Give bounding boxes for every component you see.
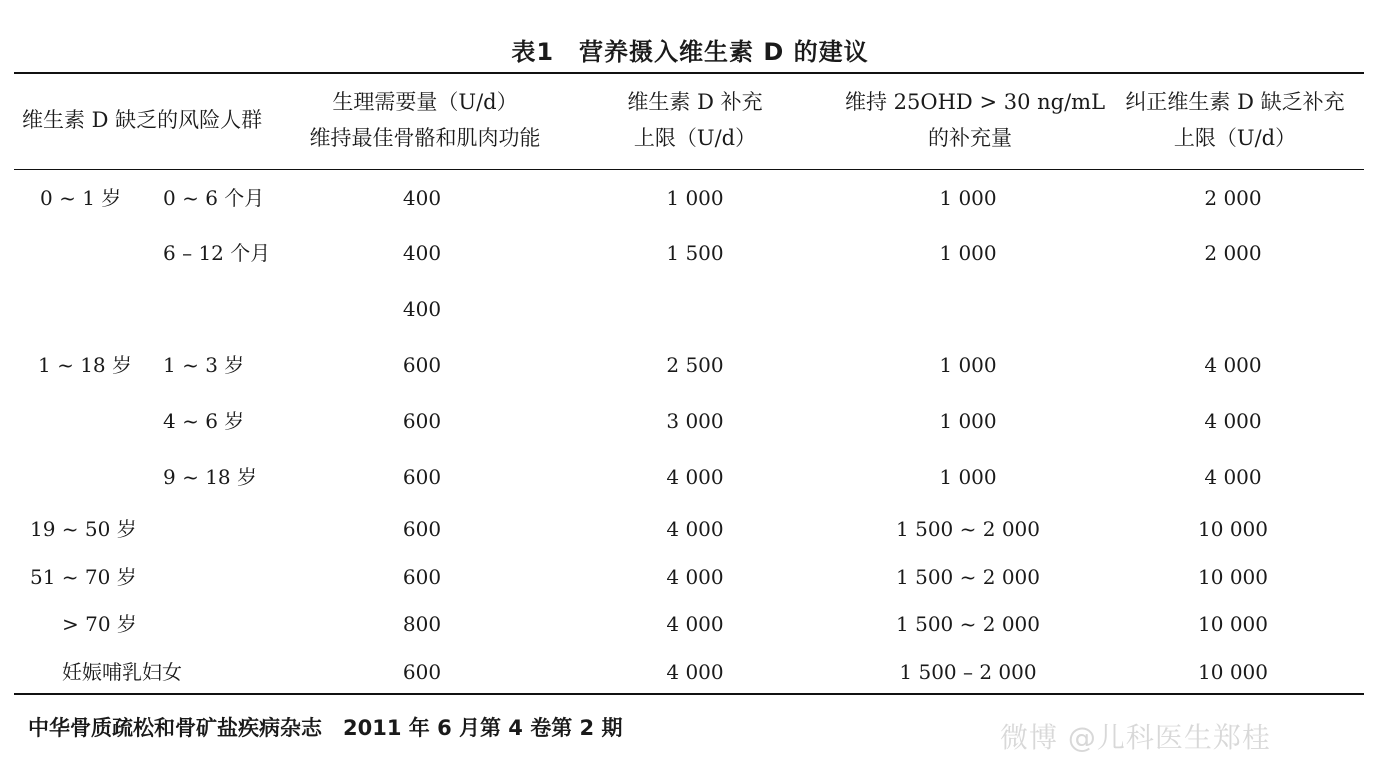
cell-group: 0 ~ 1 岁 — [40, 186, 122, 210]
cell-upper-limit: 4 000 — [666, 612, 724, 636]
cell-correction: 10 000 — [1198, 660, 1268, 684]
header-correction — [1115, 84, 1355, 156]
header-maintenance — [845, 84, 1106, 156]
header-requirement-line1: 生理需要量（U/d） — [332, 90, 518, 114]
cell-upper-limit: 1 000 — [666, 186, 724, 210]
cell-correction: 2 000 — [1204, 241, 1262, 265]
cell-correction: 2 000 — [1204, 186, 1262, 210]
cell-correction: 10 000 — [1198, 565, 1268, 589]
cell-subgroup: 6 – 12 个月 — [163, 241, 271, 265]
cell-requirement: 400 — [402, 186, 442, 210]
cell-maintenance: 1 000 — [939, 409, 997, 433]
top-rule — [14, 72, 1364, 74]
cell-maintenance: 1 000 — [939, 241, 997, 265]
cell-requirement: 600 — [402, 565, 442, 589]
cell-upper-limit: 4 000 — [666, 465, 724, 489]
cell-correction: 10 000 — [1198, 517, 1268, 541]
cell-correction: 10 000 — [1198, 612, 1268, 636]
table-title: 表1 营养摄入维生素 D 的建议 — [511, 38, 869, 66]
cell-group: 51 ~ 70 岁 — [30, 565, 137, 589]
watermark: 微博 @儿科医生郑桂 — [1000, 721, 1271, 754]
cell-group: 妊娠哺乳妇女 — [62, 660, 182, 684]
cell-upper-limit: 4 000 — [666, 660, 724, 684]
cell-maintenance: 1 000 — [939, 465, 997, 489]
cell-upper-limit: 4 000 — [666, 565, 724, 589]
header-correction-line2: 上限（U/d） — [1173, 126, 1297, 150]
cell-requirement: 600 — [402, 465, 442, 489]
header-maintenance-line2: 的补充量 — [928, 126, 1012, 150]
cell-subgroup: 9 ~ 18 岁 — [163, 465, 258, 489]
header-requirement — [300, 84, 550, 156]
header-group-label: 维生素 D 缺乏的风险人群 — [22, 108, 263, 132]
header-rule — [14, 169, 1364, 170]
header-upper-limit-line2: 上限（U/d） — [633, 126, 757, 150]
cell-group: 1 ~ 18 岁 — [38, 353, 133, 377]
cell-group: 19 ~ 50 岁 — [30, 517, 137, 541]
header-correction-line1: 纠正维生素 D 缺乏补充 — [1125, 90, 1345, 114]
journal-citation: 中华骨质疏松和骨矿盐疾病杂志 2011 年 6 月第 4 卷第 2 期 — [28, 716, 623, 740]
cell-subgroup: 0 ~ 6 个月 — [163, 186, 265, 210]
cell-maintenance: 1 500 – 2 000 — [899, 660, 1037, 684]
cell-upper-limit: 4 000 — [666, 517, 724, 541]
header-maintenance-line1: 维持 25OHD > 30 ng/mL — [845, 90, 1106, 114]
cell-correction: 4 000 — [1204, 465, 1262, 489]
cell-maintenance: 1 500 ~ 2 000 — [896, 517, 1040, 541]
cell-upper-limit: 3 000 — [666, 409, 724, 433]
cell-requirement: 600 — [402, 660, 442, 684]
cell-group: > 70 岁 — [62, 612, 137, 636]
header-requirement-line2: 维持最佳骨骼和肌肉功能 — [309, 126, 541, 150]
cell-correction: 4 000 — [1204, 409, 1262, 433]
bottom-rule — [14, 693, 1364, 695]
cell-maintenance: 1 000 — [939, 353, 997, 377]
cell-requirement: 600 — [402, 517, 442, 541]
cell-requirement: 600 — [402, 409, 442, 433]
header-upper-limit — [605, 84, 785, 156]
cell-subgroup: 4 ~ 6 岁 — [163, 409, 245, 433]
cell-upper-limit: 2 500 — [666, 353, 724, 377]
cell-requirement: 600 — [402, 353, 442, 377]
header-group — [22, 102, 262, 138]
cell-requirement: 800 — [402, 612, 442, 636]
cell-maintenance: 1 500 ~ 2 000 — [896, 565, 1040, 589]
cell-maintenance: 1 500 ~ 2 000 — [896, 612, 1040, 636]
cell-requirement: 400 — [402, 297, 442, 321]
cell-correction: 4 000 — [1204, 353, 1262, 377]
header-upper-limit-line1: 维生素 D 补充 — [627, 90, 763, 114]
cell-requirement: 400 — [402, 241, 442, 265]
cell-upper-limit: 1 500 — [666, 241, 724, 265]
cell-maintenance: 1 000 — [939, 186, 997, 210]
cell-subgroup: 1 ~ 3 岁 — [163, 353, 245, 377]
